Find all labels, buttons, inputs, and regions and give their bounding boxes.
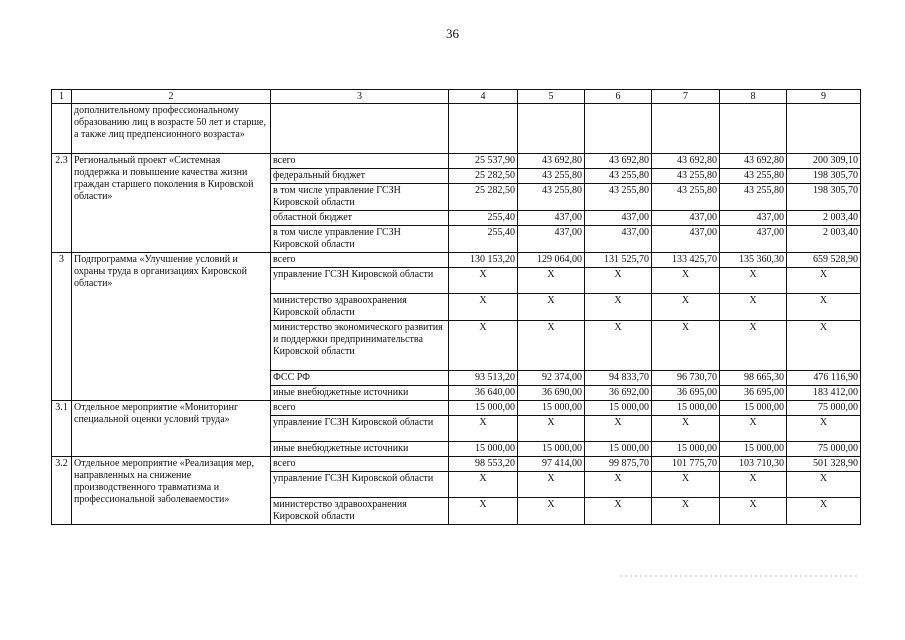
item-name: дополнительному профессиональному образованию лиц в возрасте 50 лет и старше, а также лиц предпенсионного возраста» — [72, 104, 271, 154]
header-cell: 4 — [449, 90, 518, 104]
value-cell: 129 064,00 — [518, 253, 585, 268]
value-cell: 255,40 — [449, 226, 518, 253]
funding-source — [271, 104, 449, 154]
value-cell: X — [787, 416, 861, 442]
value-cell: 75 000,00 — [787, 442, 861, 457]
value-cell: 476 116,90 — [787, 371, 861, 386]
value-cell: 36 695,00 — [720, 386, 787, 401]
value-cell: 75 000,00 — [787, 401, 861, 416]
value-cell: 43 255,80 — [652, 169, 720, 184]
value-cell: X — [449, 416, 518, 442]
funding-source: министерство экономического развития и поддержки предпринимательства Кировской области — [271, 321, 449, 371]
value-cell: 198 305,70 — [787, 169, 861, 184]
value-cell: X — [787, 268, 861, 294]
value-cell: 99 875,70 — [585, 457, 652, 472]
value-cell: 437,00 — [518, 211, 585, 226]
scan-noise — [80, 575, 860, 577]
value-cell: X — [449, 268, 518, 294]
table-row — [52, 154, 861, 169]
value-cell: 97 414,00 — [518, 457, 585, 472]
header-row — [52, 90, 861, 104]
value-cell: 437,00 — [652, 211, 720, 226]
value-cell: X — [787, 294, 861, 321]
funding-source: всего — [271, 457, 449, 472]
header-cell: 5 — [518, 90, 585, 104]
header-cell: 9 — [787, 90, 861, 104]
value-cell: 130 153,20 — [449, 253, 518, 268]
item-number: 3.2 — [52, 457, 72, 525]
funding-source: всего — [271, 154, 449, 169]
value-cell: X — [652, 416, 720, 442]
value-cell: 501 328,90 — [787, 457, 861, 472]
item-name: Отдельное мероприятие «Мониторинг специальной оценки условий труда» — [72, 401, 271, 457]
funding-source: управление ГСЗН Кировской области — [271, 268, 449, 294]
value-cell: 43 255,80 — [518, 184, 585, 211]
value-cell: 131 525,70 — [585, 253, 652, 268]
value-cell: 92 374,00 — [518, 371, 585, 386]
value-cell: X — [518, 294, 585, 321]
header-cell: 7 — [652, 90, 720, 104]
value-cell: X — [518, 472, 585, 498]
value-cell: 96 730,70 — [652, 371, 720, 386]
item-name: Подпрограмма «Улучшение условий и охраны труда в организациях Кировской области» — [72, 253, 271, 401]
value-cell: 255,40 — [449, 211, 518, 226]
item-name: Региональный проект «Системная поддержка и повышение качества жизни граждан старшего поколения в Кировской области» — [72, 154, 271, 253]
value-cell: 43 692,80 — [518, 154, 585, 169]
table-row — [52, 253, 861, 268]
value-cell: 15 000,00 — [585, 442, 652, 457]
value-cell: 659 528,90 — [787, 253, 861, 268]
item-number: 3 — [52, 253, 72, 401]
value-cell: X — [518, 321, 585, 371]
value-cell: 98 665,30 — [720, 371, 787, 386]
value-cell: X — [720, 321, 787, 371]
value-cell: 200 309,10 — [787, 154, 861, 169]
value-cell: 43 255,80 — [585, 184, 652, 211]
value-cell: 2 003,40 — [787, 211, 861, 226]
value-cell: 98 553,20 — [449, 457, 518, 472]
value-cell: 25 537,90 — [449, 154, 518, 169]
value-cell: X — [585, 268, 652, 294]
value-cell: 15 000,00 — [449, 401, 518, 416]
header-cell: 6 — [585, 90, 652, 104]
funding-source: всего — [271, 253, 449, 268]
value-cell: 437,00 — [518, 226, 585, 253]
value-cell: X — [449, 321, 518, 371]
value-cell: 43 255,80 — [518, 169, 585, 184]
value-cell: 93 513,20 — [449, 371, 518, 386]
value-cell: X — [787, 472, 861, 498]
value-cell: X — [720, 268, 787, 294]
value-cell: 25 282,50 — [449, 169, 518, 184]
value-cell: 133 425,70 — [652, 253, 720, 268]
funding-source: всего — [271, 401, 449, 416]
value-cell: X — [449, 472, 518, 498]
funding-source: управление ГСЗН Кировской области — [271, 472, 449, 498]
value-cell: 36 695,00 — [652, 386, 720, 401]
value-cell: 15 000,00 — [585, 401, 652, 416]
value-cell: X — [518, 268, 585, 294]
value-cell: 36 640,00 — [449, 386, 518, 401]
value-cell: 437,00 — [585, 211, 652, 226]
value-cell: X — [518, 498, 585, 525]
funding-source: министерство здравоохранения Кировской области — [271, 498, 449, 525]
value-cell: X — [449, 294, 518, 321]
value-cell: X — [585, 498, 652, 525]
table-row — [52, 104, 861, 154]
value-cell: 43 692,80 — [585, 154, 652, 169]
value-cell: 198 305,70 — [787, 184, 861, 211]
item-number — [52, 104, 72, 154]
value-cell: 43 255,80 — [720, 184, 787, 211]
value-cell: X — [652, 294, 720, 321]
value-cell: X — [720, 472, 787, 498]
value-cell: 15 000,00 — [518, 401, 585, 416]
value-cell: 437,00 — [652, 226, 720, 253]
value-cell: 15 000,00 — [720, 401, 787, 416]
value-cell: 43 255,80 — [585, 169, 652, 184]
header-cell: 8 — [720, 90, 787, 104]
value-cell — [518, 104, 585, 154]
value-cell: X — [449, 498, 518, 525]
value-cell: 183 412,00 — [787, 386, 861, 401]
value-cell: 15 000,00 — [518, 442, 585, 457]
value-cell: 15 000,00 — [449, 442, 518, 457]
item-number: 2.3 — [52, 154, 72, 253]
table-row — [52, 457, 861, 472]
value-cell — [585, 104, 652, 154]
funding-source: в том числе управление ГСЗН Кировской области — [271, 226, 449, 253]
value-cell: X — [585, 416, 652, 442]
value-cell: 43 692,80 — [720, 154, 787, 169]
value-cell: X — [787, 321, 861, 371]
value-cell: 103 710,30 — [720, 457, 787, 472]
header-cell: 2 — [72, 90, 271, 104]
value-cell: X — [652, 268, 720, 294]
value-cell — [720, 104, 787, 154]
page-number: 36 — [446, 26, 459, 41]
value-cell: X — [585, 321, 652, 371]
value-cell: 2 003,40 — [787, 226, 861, 253]
value-cell: X — [518, 416, 585, 442]
funding-source: иные внебюджетные источники — [271, 442, 449, 457]
value-cell: X — [787, 498, 861, 525]
funding-source: иные внебюджетные источники — [271, 386, 449, 401]
value-cell — [449, 104, 518, 154]
value-cell: X — [720, 416, 787, 442]
header-cell: 3 — [271, 90, 449, 104]
value-cell: X — [720, 294, 787, 321]
value-cell: 15 000,00 — [652, 442, 720, 457]
value-cell: 15 000,00 — [652, 401, 720, 416]
value-cell: X — [720, 498, 787, 525]
table-row — [52, 401, 861, 416]
funding-source: министерство здравоохранения Кировской области — [271, 294, 449, 321]
value-cell — [787, 104, 861, 154]
value-cell: X — [652, 498, 720, 525]
value-cell: X — [585, 472, 652, 498]
item-number: 3.1 — [52, 401, 72, 457]
header-cell: 1 — [52, 90, 72, 104]
funding-source: областной бюджет — [271, 211, 449, 226]
value-cell: 25 282,50 — [449, 184, 518, 211]
value-cell: 94 833,70 — [585, 371, 652, 386]
budget-table — [51, 89, 861, 525]
funding-source: ФСС РФ — [271, 371, 449, 386]
value-cell: 437,00 — [720, 226, 787, 253]
value-cell: 36 692,00 — [585, 386, 652, 401]
value-cell — [652, 104, 720, 154]
value-cell: 15 000,00 — [720, 442, 787, 457]
funding-source: в том числе управление ГСЗН Кировской области — [271, 184, 449, 211]
value-cell: X — [652, 472, 720, 498]
value-cell: 437,00 — [720, 211, 787, 226]
funding-source: федеральный бюджет — [271, 169, 449, 184]
value-cell: 36 690,00 — [518, 386, 585, 401]
value-cell: 135 360,30 — [720, 253, 787, 268]
item-name: Отдельное мероприятие «Реализация мер, направленных на снижение производственного травматизма и профессиональной заболеваемости» — [72, 457, 271, 525]
funding-source: управление ГСЗН Кировской области — [271, 416, 449, 442]
value-cell: 43 692,80 — [652, 154, 720, 169]
value-cell: 437,00 — [585, 226, 652, 253]
value-cell: X — [585, 294, 652, 321]
value-cell: 101 775,70 — [652, 457, 720, 472]
value-cell: 43 255,80 — [652, 184, 720, 211]
value-cell: X — [652, 321, 720, 371]
value-cell: 43 255,80 — [720, 169, 787, 184]
